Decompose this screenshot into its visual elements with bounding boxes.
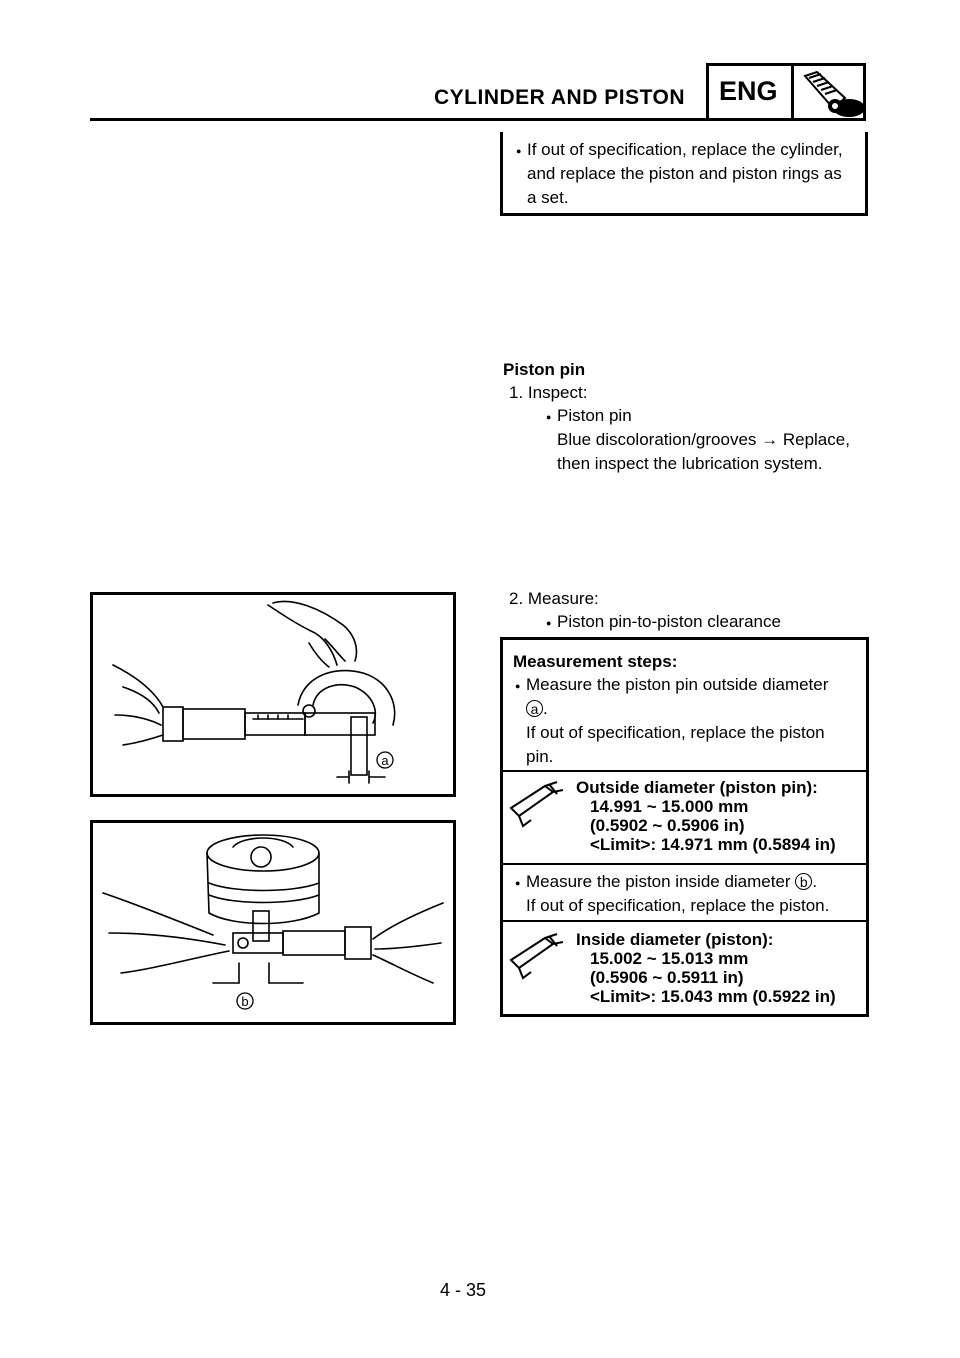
section-tag: ENG — [719, 76, 778, 106]
piston-illustration — [93, 823, 453, 1022]
divider-1 — [503, 770, 866, 772]
step-1-detail-2: then inspect the lubrication system. — [557, 454, 823, 473]
spec-a-range-mm: 14.991 ~ 15.000 mm — [590, 797, 749, 816]
caliper-icon — [509, 932, 567, 987]
step-a-line-3: If out of specification, replace the piston — [526, 723, 825, 742]
fig1-label-a: a — [381, 753, 389, 768]
note-line-3: a set. — [527, 188, 569, 207]
spec-b-range-in: (0.5906 ~ 0.5911 in) — [590, 968, 744, 987]
step-2-label: 2. Measure: — [509, 589, 599, 608]
spec-b-range-mm: 15.002 ~ 15.013 mm — [590, 949, 749, 968]
step-1-label: 1. Inspect: — [509, 383, 588, 402]
step-1-detail-1: Blue discoloration/grooves → Replace, — [557, 430, 850, 449]
section-heading-piston-pin: Piston pin — [503, 360, 586, 379]
note-line-1: ● If out of specification, replace the cylinder, — [527, 138, 843, 162]
figure-micrometer-pin — [90, 592, 456, 797]
step-1-item: ● Piston pin — [557, 404, 632, 428]
figure-bore-gauge-piston — [90, 820, 456, 1025]
label-b-marker: b — [795, 873, 812, 890]
spec-a-limit: <Limit>: 14.971 mm (0.5894 in) — [590, 835, 836, 854]
engine-bolt-icon — [797, 68, 867, 125]
fig2-label-b: b — [241, 994, 249, 1009]
header-rule — [90, 118, 706, 121]
divider-2 — [503, 863, 866, 865]
spec-a-title: Outside diameter (piston pin): — [576, 778, 818, 797]
step-a-line-4: pin. — [526, 747, 554, 766]
divider-3 — [503, 920, 866, 922]
step-b-line-2: If out of specification, replace the piston. — [526, 896, 830, 915]
page-number: 4 - 35 — [440, 1280, 487, 1300]
step-a-line-1: ● Measure the piston pin outside diameter — [526, 673, 828, 697]
step-a-line-2: a . — [526, 697, 548, 721]
micrometer-illustration — [93, 595, 453, 794]
measurement-heading: Measurement steps: — [513, 652, 678, 671]
replace-note-box — [500, 132, 868, 216]
spec-b-limit: <Limit>: 15.043 mm (0.5922 in) — [590, 987, 836, 1006]
step-b-line-1: ● Measure the piston inside diameter b . — [526, 870, 817, 894]
section-tag-box — [706, 63, 866, 121]
spec-a-range-in: (0.5902 ~ 0.5906 in) — [590, 816, 745, 835]
note-line-2: and replace the piston and piston rings as — [527, 164, 842, 183]
step-b-text: Measure the piston inside diameter — [526, 872, 791, 891]
measurement-steps-box — [500, 637, 869, 1017]
caliper-icon — [509, 780, 567, 835]
section-tag-divider — [791, 66, 794, 118]
spec-b-title: Inside diameter (piston): — [576, 930, 774, 949]
label-a-marker: a — [526, 700, 543, 717]
page-title: CYLINDER AND PISTON — [434, 86, 686, 109]
step-2-item: ● Piston pin-to-piston clearance — [557, 610, 781, 634]
